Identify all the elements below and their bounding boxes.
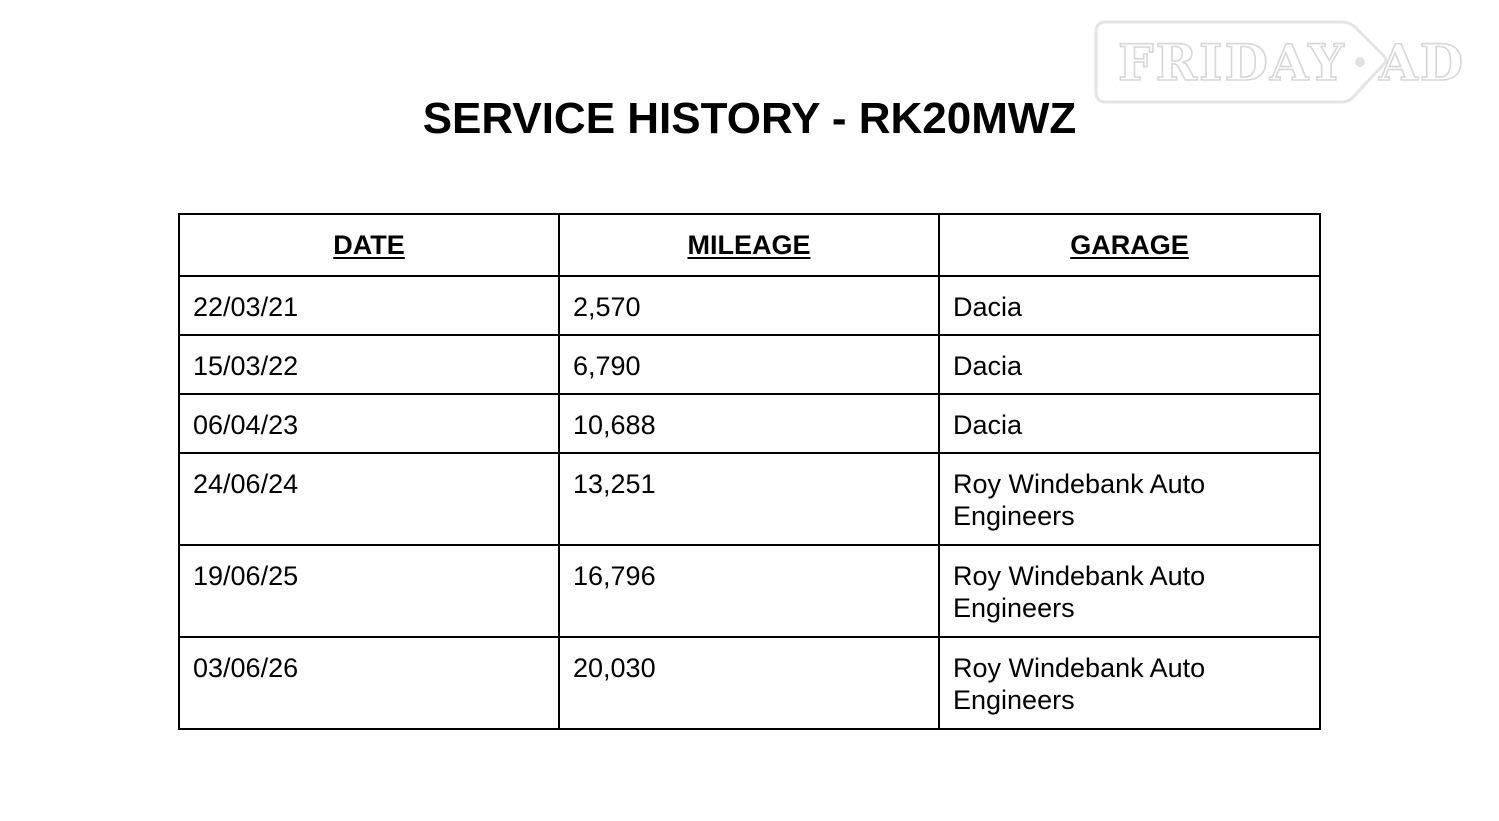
cell-garage: Dacia (939, 394, 1320, 453)
cell-mileage: 6,790 (559, 335, 939, 394)
column-header-date: DATE (179, 214, 559, 276)
table-row (179, 453, 1320, 545)
table-row (179, 335, 1320, 394)
service-history-table (178, 213, 1321, 730)
cell-mileage: 16,796 (559, 545, 939, 637)
cell-date: 15/03/22 (179, 335, 559, 394)
cell-garage: Roy Windebank Auto Engineers (939, 637, 1320, 729)
watermark-brand-left: FRIDAY (1118, 33, 1346, 92)
table-row (179, 637, 1320, 729)
cell-garage: Roy Windebank Auto Engineers (939, 545, 1320, 637)
page-title: SERVICE HISTORY - RK20MWZ (422, 94, 1077, 143)
tag-hole-icon (1355, 57, 1365, 67)
cell-mileage: 20,030 (559, 637, 939, 729)
cell-date: 24/06/24 (179, 453, 559, 545)
cell-date: 03/06/26 (179, 637, 559, 729)
cell-date: 22/03/21 (179, 276, 559, 335)
table-header-row (179, 214, 1320, 276)
table-row (179, 545, 1320, 637)
cell-mileage: 10,688 (559, 394, 939, 453)
friday-ad-watermark (1094, 20, 1472, 104)
watermark-brand-right: AD (1379, 33, 1466, 92)
cell-mileage: 13,251 (559, 453, 939, 545)
cell-garage: Dacia (939, 335, 1320, 394)
column-header-mileage: MILEAGE (559, 214, 939, 276)
cell-garage: Dacia (939, 276, 1320, 335)
table-row (179, 394, 1320, 453)
column-header-garage: GARAGE (939, 214, 1320, 276)
cell-mileage: 2,570 (559, 276, 939, 335)
cell-date: 19/06/25 (179, 545, 559, 637)
friday-ad-logo (1094, 20, 1472, 104)
cell-date: 06/04/23 (179, 394, 559, 453)
table-row (179, 276, 1320, 335)
cell-garage: Roy Windebank Auto Engineers (939, 453, 1320, 545)
